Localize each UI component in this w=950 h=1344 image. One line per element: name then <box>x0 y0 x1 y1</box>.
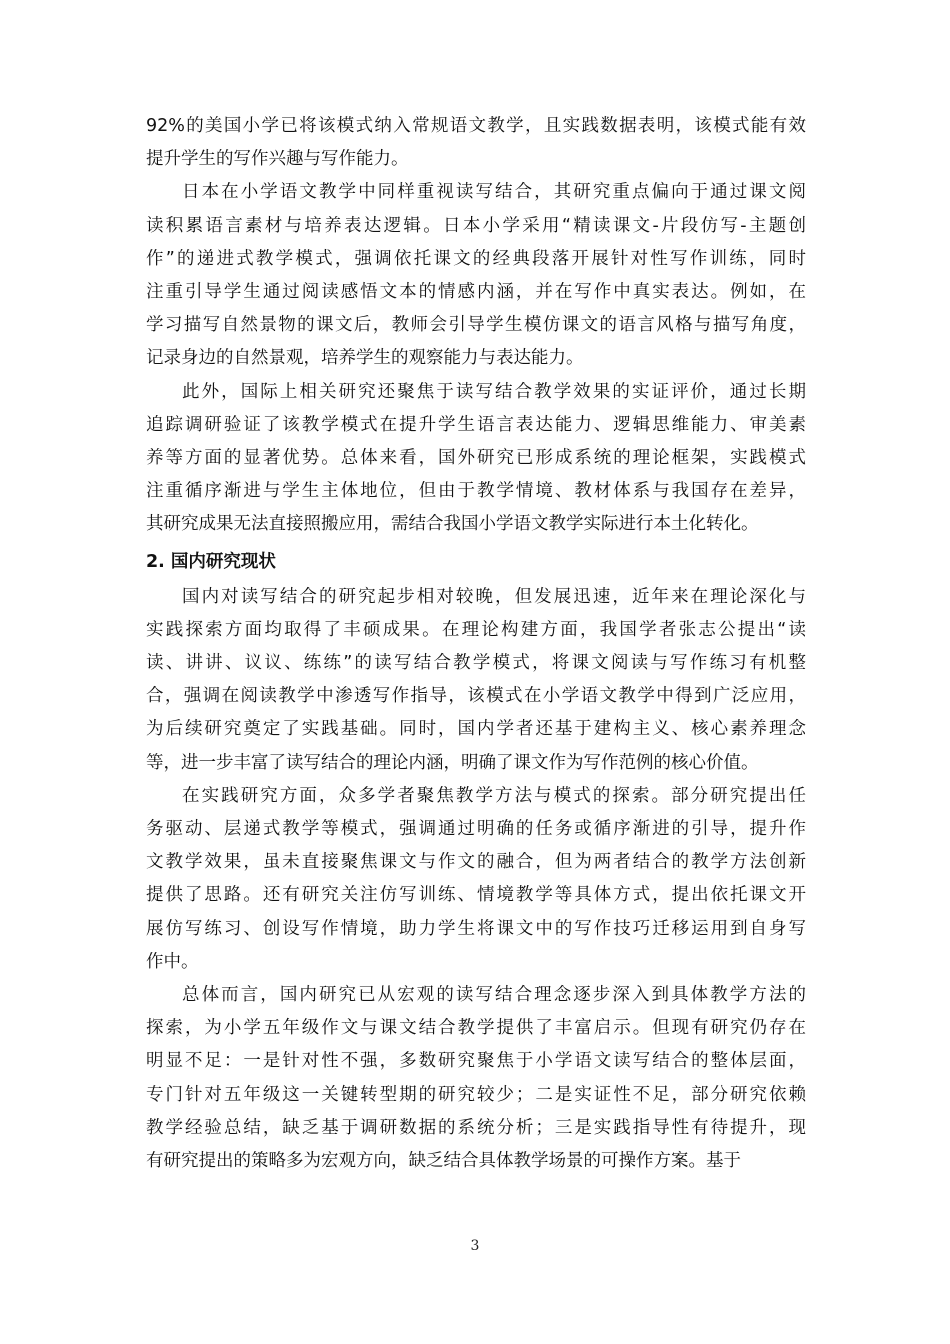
paragraph-line: 92%的美国小学已将该模式纳入常规语文教学，且实践数据表明，该模式能有效 <box>146 116 806 136</box>
paragraph-line: 有研究提出的策略多为宏观方向，缺乏结合具体教学场景的可操作方案。基于 <box>146 1151 741 1171</box>
paragraph-line: 记录身边的自然景观，培养学生的观察能力与表达能力。 <box>146 348 584 369</box>
paragraph-line: 提升学生的写作兴趣与写作能力。 <box>146 149 409 170</box>
paragraph-line: 养等方面的显著优势。总体来看，国外研究已形成系统的理论框架，实践模式 <box>146 448 806 468</box>
paragraph-line: 注重引导学生通过阅读感悟文本的情感内涵，并在写作中真实表达。例如，在 <box>146 282 806 302</box>
paragraph-line: 读、讲讲、议议、练练”的读写结合教学模式，将课文阅读与写作练习有机整 <box>146 653 806 673</box>
paragraph-line: 作”的递进式教学模式，强调依托课文的经典段落开展针对性写作训练，同时 <box>146 248 806 269</box>
paragraph-line: 合，强调在阅读教学中渗透写作指导，该模式在小学语文教学中得到广泛应用， <box>146 686 806 707</box>
paragraph-line: 明显不足：一是针对性不强，多数研究聚焦于小学语文读写结合的整体层面， <box>146 1051 806 1072</box>
paragraph-line: 提供了思路。还有研究关注仿写训练、情境教学等具体方式，提出依托课文开 <box>146 885 806 906</box>
paragraph-line: 务驱动、层递式教学等模式，强调通过明确的任务或循序渐进的引导，提升作 <box>146 819 806 839</box>
paragraph-line: 在实践研究方面，众多学者聚焦教学方法与模式的探索。部分研究提出任 <box>182 785 806 806</box>
paragraph-line: 日本在小学语文教学中同样重视读写结合，其研究重点偏向于通过课文阅 <box>182 182 806 203</box>
section-heading: 2. 国内研究现状 <box>146 551 276 572</box>
paragraph-line: 文教学效果，虽未直接聚焦课文与作文的融合，但为两者结合的教学方法创新 <box>146 852 806 873</box>
paragraph-line: 追踪调研验证了该教学模式在提升学生语言表达能力、逻辑思维能力、审美素 <box>146 414 806 435</box>
paragraph-line: 其研究成果无法直接照搬应用，需结合我国小学语文教学实际进行本土化转化。 <box>146 514 759 535</box>
paragraph-line: 总体而言，国内研究已从宏观的读写结合理念逐步深入到具体教学方法的 <box>182 985 806 1005</box>
paragraph-line: 作中。 <box>146 951 199 972</box>
paragraph-line: 专门针对五年级这一关键转型期的研究较少；二是实证性不足，部分研究依赖 <box>146 1084 806 1105</box>
paragraph-line: 展仿写练习、创设写作情境，助力学生将课文中的写作技巧迁移运用到自身写 <box>146 918 806 939</box>
paragraph-line: 等，进一步丰富了读写结合的理论内涵，明确了课文作为写作范例的核心价值。 <box>146 752 759 773</box>
paragraph-line: 探索，为小学五年级作文与课文结合教学提供了丰富启示。但现有研究仍存在 <box>146 1018 806 1039</box>
paragraph-line: 学习描写自然景物的课文后，教师会引导学生模仿课文的语言风格与描写角度， <box>146 315 806 336</box>
paragraph-line: 为后续研究奠定了实践基础。同时，国内学者还基于建构主义、核心素养理念 <box>146 719 806 740</box>
paragraph-line: 国内对读写结合的研究起步相对较晚，但发展迅速，近年来在理论深化与 <box>182 586 806 607</box>
paragraph-line: 注重循序渐进与学生主体地位，但由于教学情境、教材体系与我国存在差异， <box>146 481 806 502</box>
paragraph-line: 此外，国际上相关研究还聚焦于读写结合教学效果的实证评价，通过长期 <box>182 381 806 402</box>
paragraph-line: 实践探索方面均取得了丰硕成果。在理论构建方面，我国学者张志公提出“读 <box>146 619 806 640</box>
page-number: 3 <box>470 1238 480 1254</box>
paragraph-line: 教学经验总结，缺乏基于调研数据的系统分析；三是实践指导性有待提升，现 <box>146 1117 806 1138</box>
paragraph-line: 读积累语言素材与培养表达逻辑。日本小学采用“精读课文-片段仿写-主题创 <box>146 215 806 236</box>
